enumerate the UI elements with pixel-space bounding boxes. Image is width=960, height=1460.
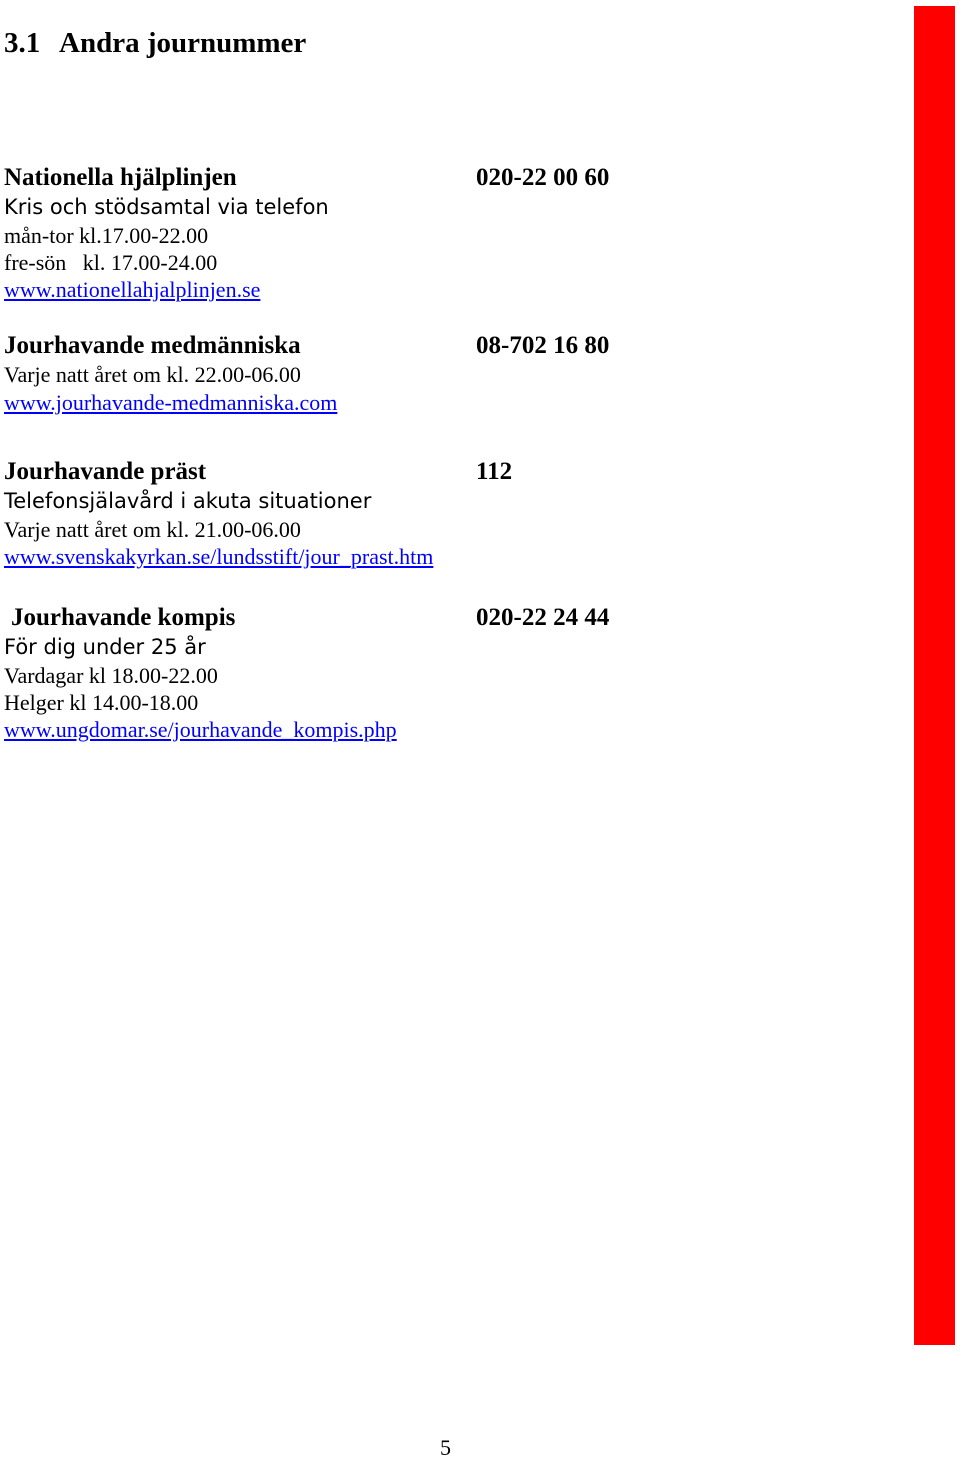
entry-name: Jourhavande medmänniska — [4, 332, 301, 359]
entry-name: Jourhavande kompis — [11, 604, 236, 631]
entry-phone: 020-22 24 44 — [476, 604, 610, 631]
entry-title-row — [4, 163, 904, 193]
entry-link[interactable]: www.nationellahjalplinjen.se — [4, 277, 261, 302]
entry-link[interactable]: www.svenskakyrkan.se/lundsstift/jour_prast.htm — [4, 544, 434, 569]
section-heading — [4, 26, 306, 61]
entry-hours: Varje natt året om kl. 21.00-06.00 — [4, 517, 301, 542]
helpline-entry-nationella — [4, 163, 904, 304]
entry-hours: Helger kl 14.00-18.00 — [4, 690, 199, 715]
entry-description: Telefonsjälavård i akuta situationer — [4, 489, 372, 513]
entry-link[interactable]: www.jourhavande-medmanniska.com — [4, 390, 338, 415]
entry-title-row — [4, 457, 904, 487]
helpline-entry-prast — [4, 457, 904, 571]
entry-hours: fre-sön kl. 17.00-24.00 — [4, 250, 218, 275]
section-number: 3.1 — [4, 27, 41, 59]
helpline-entry-medmanniska — [4, 331, 904, 417]
page-number: 5 — [440, 1435, 451, 1460]
entry-phone: 020-22 00 60 — [476, 164, 610, 191]
entry-name: Jourhavande präst — [4, 458, 207, 485]
entry-description: För dig under 25 år — [4, 635, 206, 659]
helpline-entry-kompis — [4, 603, 904, 744]
entry-hours: Varje natt året om kl. 22.00-06.00 — [4, 362, 301, 387]
entry-title-row — [4, 331, 904, 361]
section-title: Andra journummer — [59, 27, 307, 59]
entry-description: Kris och stödsamtal via telefon — [4, 195, 329, 219]
entry-phone: 112 — [476, 458, 513, 485]
entry-hours: mån-tor kl.17.00-22.00 — [4, 223, 209, 248]
entry-name: Nationella hjälplinjen — [4, 164, 237, 191]
entry-phone: 08-702 16 80 — [476, 332, 610, 359]
entry-link[interactable]: www.ungdomar.se/jourhavande_kompis.php — [4, 717, 397, 742]
red-margin-bar — [914, 6, 955, 1345]
entry-title-row — [4, 603, 904, 633]
entry-hours: Vardagar kl 18.00-22.00 — [4, 663, 218, 688]
